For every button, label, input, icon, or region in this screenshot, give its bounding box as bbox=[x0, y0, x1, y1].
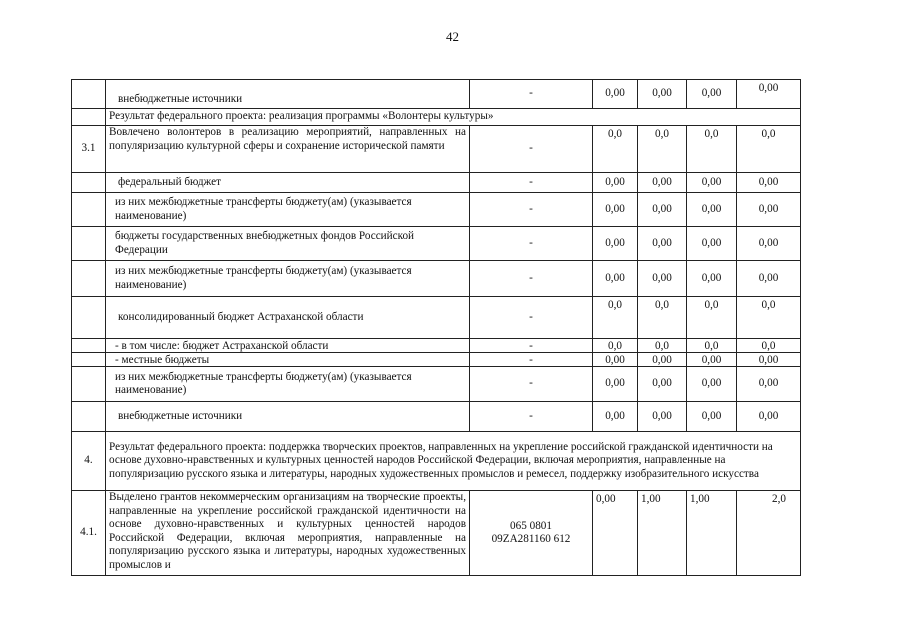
row-code: - bbox=[470, 80, 593, 109]
row-description: из них межбюджетные трансферты бюджету(ам) (указывается наименование) bbox=[106, 367, 470, 402]
value-cell: 0,00 bbox=[687, 80, 737, 109]
value-cell: 0,00 bbox=[687, 227, 737, 261]
row-description: внебюджетные источники bbox=[106, 402, 470, 432]
row-code: - bbox=[470, 227, 593, 261]
row-description: Вовлечено волонтеров в реализацию мероприятий, направленных на популяризацию культурной сферы и сохранение исторической памяти bbox=[106, 126, 470, 173]
value-cell: 0,0 bbox=[593, 297, 638, 339]
value-cell: 0,00 bbox=[638, 173, 687, 193]
value-cell: 0,0 bbox=[737, 126, 801, 173]
row-code: - bbox=[470, 339, 593, 353]
table-row bbox=[72, 339, 801, 353]
row-number bbox=[72, 353, 106, 367]
table-row-result bbox=[72, 109, 801, 126]
value-cell: 0,00 bbox=[737, 193, 801, 227]
value-cell: 0,00 bbox=[638, 261, 687, 297]
value-cell: 1,00 bbox=[638, 491, 687, 576]
table-row bbox=[72, 126, 801, 173]
value-cell: 0,00 bbox=[593, 173, 638, 193]
code-line: 065 0801 bbox=[510, 519, 552, 532]
value-cell: 0,00 bbox=[593, 353, 638, 367]
table-row bbox=[72, 367, 801, 402]
row-code: - bbox=[470, 126, 593, 173]
table-row bbox=[72, 173, 801, 193]
value-cell: 0,00 bbox=[687, 402, 737, 432]
value-cell: 0,0 bbox=[687, 339, 737, 353]
row-description: - местные бюджеты bbox=[106, 353, 470, 367]
table-row bbox=[72, 261, 801, 297]
table-row bbox=[72, 80, 801, 109]
table-row bbox=[72, 402, 801, 432]
value-cell: 0,00 bbox=[593, 227, 638, 261]
value-cell: 0,0 bbox=[593, 126, 638, 173]
value-cell: 0,00 bbox=[593, 402, 638, 432]
row-number bbox=[72, 261, 106, 297]
value-cell: 0,00 bbox=[737, 353, 801, 367]
table-row bbox=[72, 227, 801, 261]
value-cell: 0,00 bbox=[737, 261, 801, 297]
table-row-result bbox=[72, 432, 801, 491]
value-cell: 0,00 bbox=[593, 80, 638, 109]
value-cell: 0,00 bbox=[638, 80, 687, 109]
row-number bbox=[72, 80, 106, 109]
row-code: - bbox=[470, 402, 593, 432]
row-description: федеральный бюджет bbox=[106, 173, 470, 193]
value-cell: 0,00 bbox=[593, 491, 638, 576]
value-cell: 0,00 bbox=[737, 173, 801, 193]
row-description: из них межбюджетные трансферты бюджету(ам) (указывается наименование) bbox=[106, 193, 470, 227]
row-number bbox=[72, 297, 106, 339]
row-number: 4. bbox=[72, 432, 106, 491]
value-cell: 0,00 bbox=[687, 193, 737, 227]
table-row bbox=[72, 193, 801, 227]
row-number bbox=[72, 402, 106, 432]
value-cell: 0,00 bbox=[687, 261, 737, 297]
row-code bbox=[470, 491, 593, 576]
row-code: - bbox=[470, 367, 593, 402]
row-code: - bbox=[470, 173, 593, 193]
row-code: - bbox=[470, 297, 593, 339]
table-row bbox=[72, 491, 801, 576]
value-cell: 0,0 bbox=[638, 126, 687, 173]
code-line: 09ZA281160 612 bbox=[491, 533, 571, 545]
row-description: Выделено грантов некоммерческим организациям на творческие проекты, направленные на укрепление российской гражданской идентичности на основе духовно-нравственных и культурных ценностей народов Российской Федерации, включая мероприятия, направленные на популяризацию русского языка и литературы, народных художественных промыслов и bbox=[106, 491, 470, 576]
row-description: консолидированный бюджет Астраханской области bbox=[106, 297, 470, 339]
value-cell: 0,00 bbox=[687, 367, 737, 402]
value-cell: 0,0 bbox=[638, 297, 687, 339]
row-number: 3.1 bbox=[72, 126, 106, 173]
row-number bbox=[72, 109, 106, 126]
result-heading: Результат федерального проекта: реализация программы «Волонтеры культуры» bbox=[106, 109, 801, 126]
row-code: - bbox=[470, 261, 593, 297]
row-code: - bbox=[470, 353, 593, 367]
row-number bbox=[72, 227, 106, 261]
page-number: 42 bbox=[446, 29, 459, 44]
row-description: из них межбюджетные трансферты бюджету(ам) (указывается наименование) bbox=[106, 261, 470, 297]
row-description: бюджеты государственных внебюджетных фондов Российской Федерации bbox=[106, 227, 470, 261]
value-cell: 0,00 bbox=[687, 173, 737, 193]
row-description: внебюджетные источники bbox=[106, 80, 470, 109]
value-cell: 0,00 bbox=[687, 353, 737, 367]
value-cell: 0,00 bbox=[638, 227, 687, 261]
value-cell: 1,00 bbox=[687, 491, 737, 576]
value-cell: 0,00 bbox=[737, 80, 801, 109]
value-cell: 0,00 bbox=[638, 353, 687, 367]
table-row bbox=[72, 297, 801, 339]
value-cell: 0,00 bbox=[593, 261, 638, 297]
value-cell: 0,0 bbox=[687, 297, 737, 339]
value-cell: 0,0 bbox=[737, 339, 801, 353]
row-description: - в том числе: бюджет Астраханской области bbox=[106, 339, 470, 353]
row-number bbox=[72, 367, 106, 402]
value-cell: 0,0 bbox=[737, 297, 801, 339]
value-cell: 0,00 bbox=[638, 402, 687, 432]
row-code: - bbox=[470, 193, 593, 227]
row-number bbox=[72, 193, 106, 227]
value-cell: 0,00 bbox=[593, 367, 638, 402]
row-number bbox=[72, 339, 106, 353]
value-cell: 0,0 bbox=[638, 339, 687, 353]
result-heading: Результат федерального проекта: поддержка творческих проектов, направленных на укрепление российской гражданской идентичности на основе духовно-нравственных и культурных ценностей народов Российской Федерации, включая мероприятия, направленные на популяризацию русского языка и литературы, народных художественных промыслов и ремесел, поддержку изобразительного искусства bbox=[106, 432, 801, 491]
value-cell: 0,0 bbox=[687, 126, 737, 173]
value-cell: 0,00 bbox=[737, 402, 801, 432]
value-cell: 0,00 bbox=[638, 193, 687, 227]
table-row bbox=[72, 353, 801, 367]
value-cell: 0,00 bbox=[593, 193, 638, 227]
row-number bbox=[72, 173, 106, 193]
value-cell: 0,0 bbox=[593, 339, 638, 353]
budget-table bbox=[71, 79, 801, 576]
value-cell: 0,00 bbox=[737, 227, 801, 261]
value-cell: 2,0 bbox=[737, 491, 801, 576]
value-cell: 0,00 bbox=[638, 367, 687, 402]
row-number: 4.1. bbox=[72, 491, 106, 576]
value-cell: 0,00 bbox=[737, 367, 801, 402]
